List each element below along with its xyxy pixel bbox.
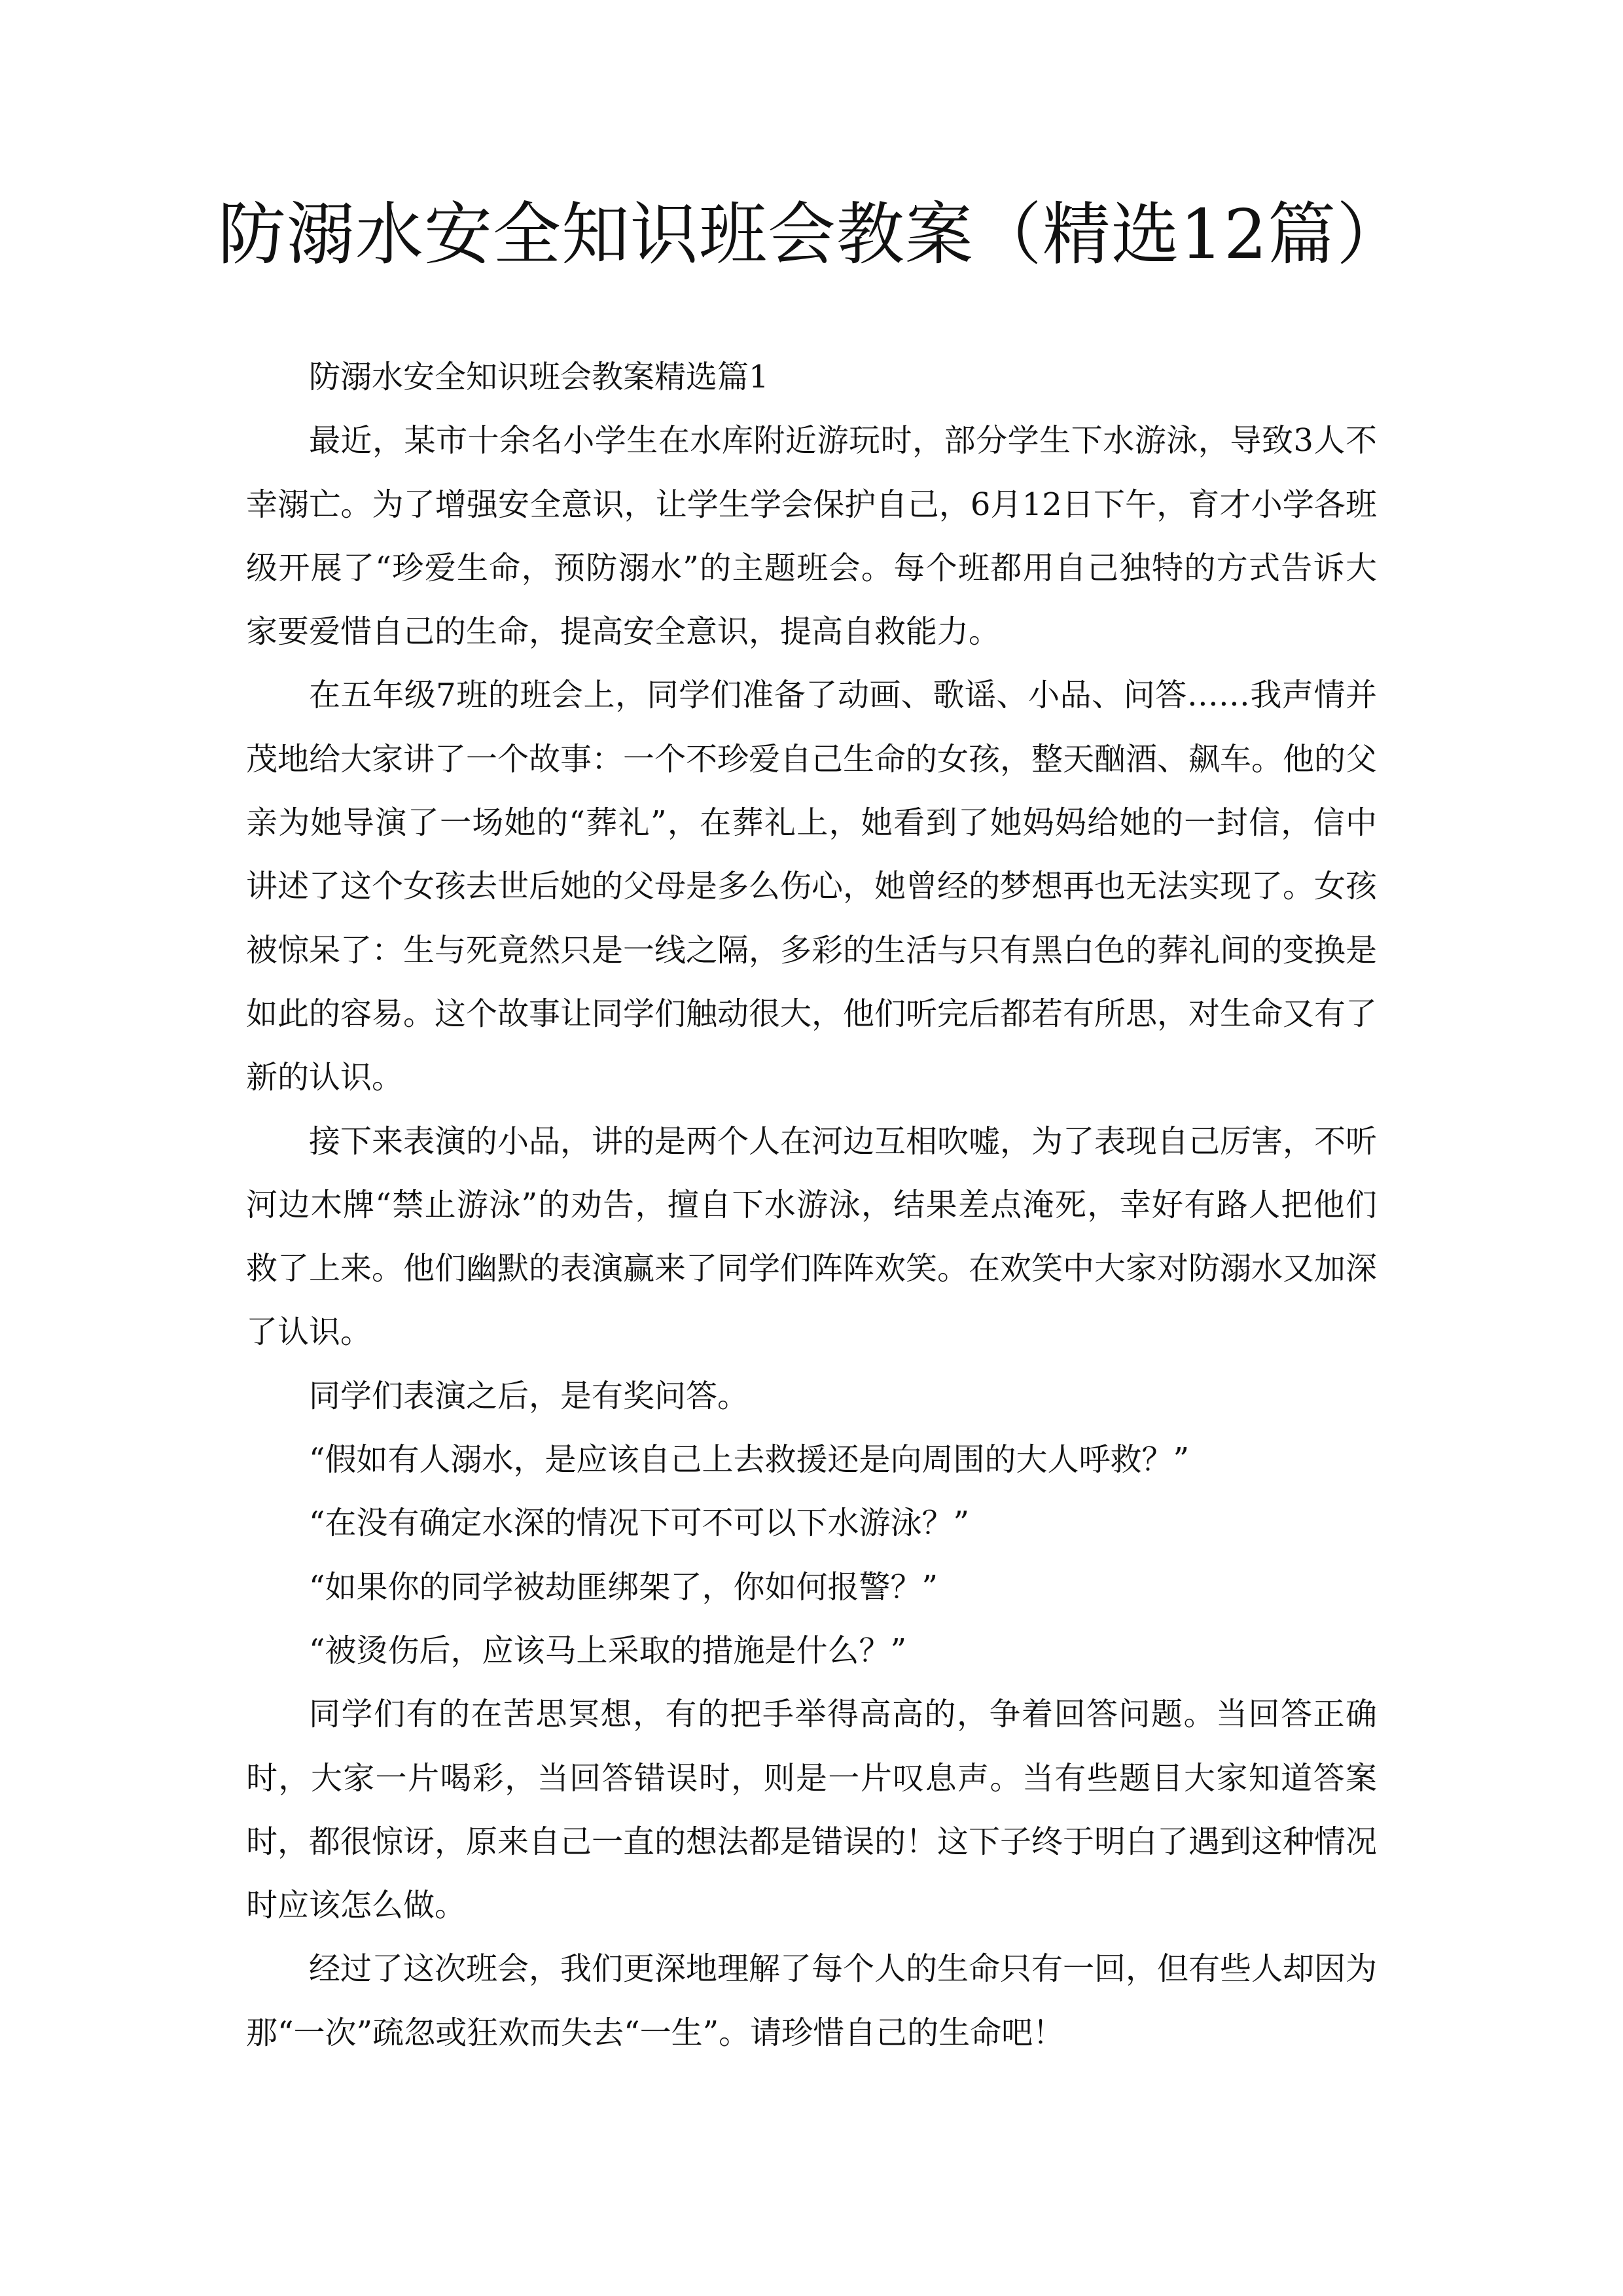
quiz-question: “在没有确定水深的情况下可不可以下水游泳？”	[309, 1505, 970, 1542]
paragraph: 同学们有的在苦思冥想，有的把手举得高高的，争着回答问题。当回答正确时，大家一片喝彩，当回答错误时，则是一片叹息声。当有些题目大家知道答案时，都很惊讶，原来自己一直的想法都是错误的！这下子终于明白了遇到这种情况时应该怎么做。	[246, 1696, 1378, 1924]
quiz-question: “假如有人溺水，是应该自己上去救援还是向周围的大人呼救？”	[309, 1441, 1190, 1479]
paragraph: 接下来表演的小品，讲的是两个人在河边互相吹嘘，为了表现自己厉害，不听河边木牌“禁止游泳”的劝告，擅自下水游泳，结果差点淹死，幸好有路人把他们救了上来。他们幽默的表演赢来了同学们阵阵欢笑。在欢笑中大家对防溺水又加深了认识。	[246, 1122, 1378, 1351]
quiz-question: “被烫伤后，应该马上采取的措施是什么？”	[309, 1632, 907, 1669]
quiz-question: “如果你的同学被劫匪绑架了，你如何报警？”	[309, 1568, 938, 1605]
document-body	[246, 346, 1377, 2065]
section-heading: 防溺水安全知识班会教案精选篇1	[309, 359, 769, 395]
paragraph: 在五年级7班的班会上，同学们准备了动画、歌谣、小品、问答……我声情并茂地给大家讲了一个故事：一个不珍爱自己生命的女孩，整天酗酒、飙车。他的父亲为她导演了一场她的“葬礼”，在葬礼上，她看到了她妈妈给她的一封信，信中讲述了这个女孩去世后她的父母是多么伤心，她曾经的梦想再也无法实现了。女孩被惊呆了：生与死竟然只是一线之隔，多彩的生活与只有黑白色的葬礼间的变换是如此的容易。这个故事让同学们触动很大，他们听完后都若有所思，对生命又有了新的认识。	[246, 677, 1378, 1096]
paragraph: 经过了这次班会，我们更深地理解了每个人的生命只有一回，但有些人却因为那“一次”疏忽或狂欢而失去“一生”。请珍惜自己的生命吧！	[246, 1950, 1378, 2051]
document-title: 防溺水安全知识班会教案（精选12篇）	[217, 194, 1406, 274]
paragraph: 最近，某市十余名小学生在水库附近游玩时，部分学生下水游泳，导致3人不幸溺亡。为了增强安全意识，让学生学会保护自己，6月12日下午，育才小学各班级开展了“珍爱生命，预防溺水”的主题班会。每个班都用自己独特的方式告诉大家要爱惜自己的生命，提高安全意识，提高自救能力。	[246, 422, 1377, 651]
paragraph: 同学们表演之后，是有奖问答。	[309, 1377, 749, 1414]
